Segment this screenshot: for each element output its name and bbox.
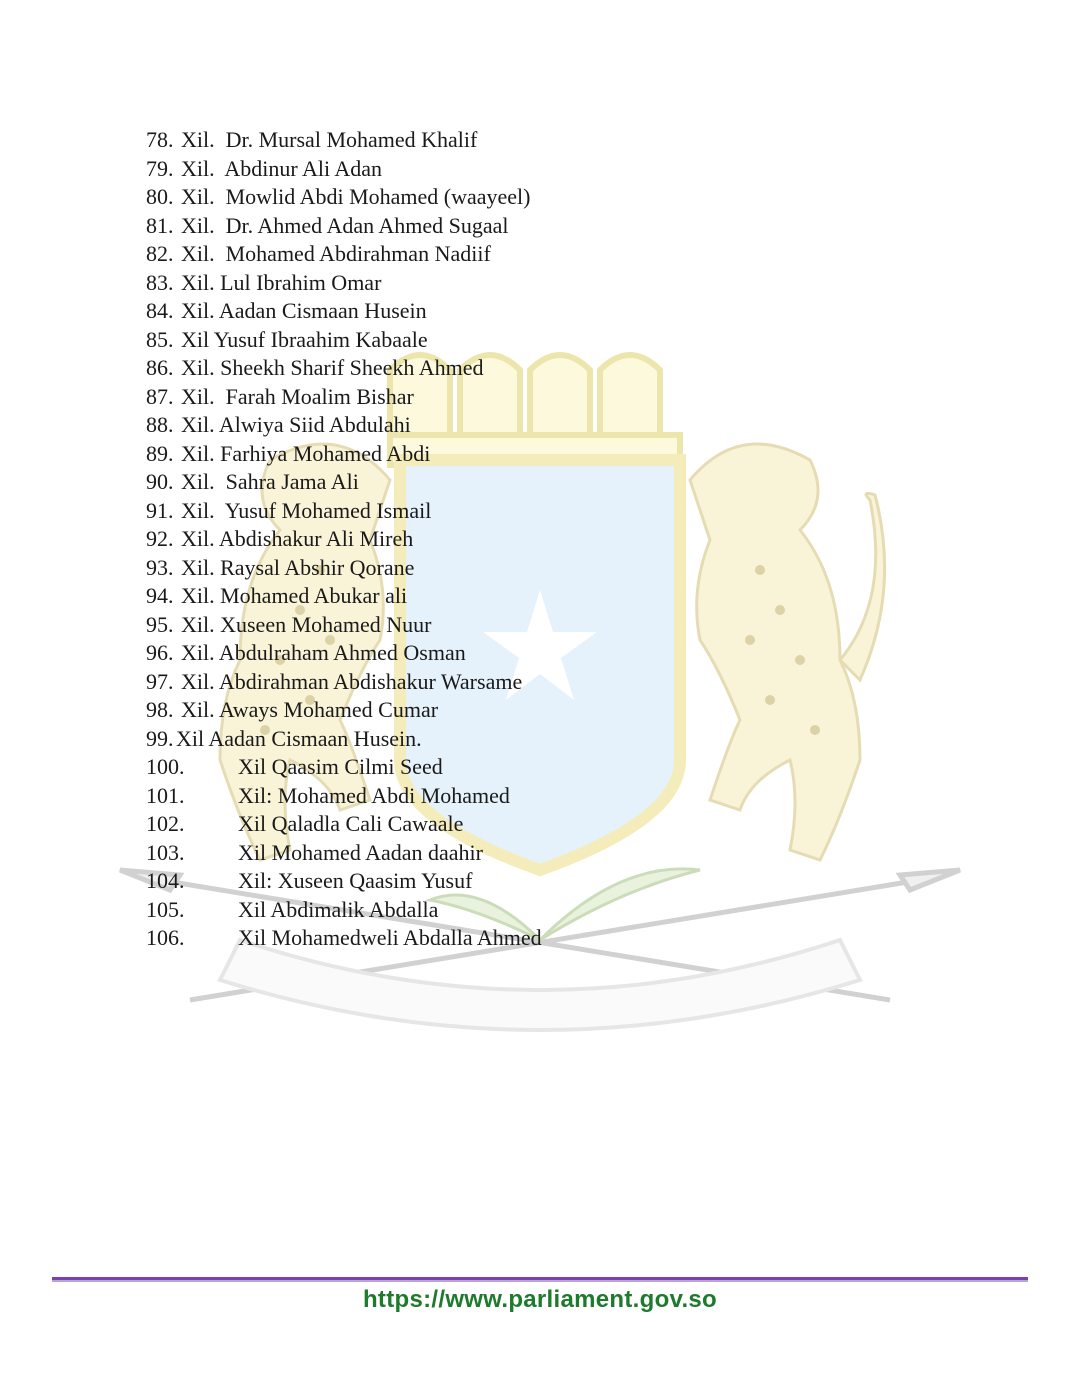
list-item: [146, 867, 542, 896]
list-item: [146, 240, 542, 269]
member-name: Xil. Mohamed Abukar ali: [181, 583, 408, 608]
list-item: [146, 725, 542, 754]
member-name: Xil. Dr. Mursal Mohamed Khalif: [181, 127, 478, 152]
member-name: Xil Mohamedweli Abdalla Ahmed: [238, 925, 542, 950]
list-item: [146, 126, 542, 155]
member-name: Xil Yusuf Ibraahim Kabaale: [181, 326, 428, 352]
list-item: [146, 269, 542, 298]
item-number: 88.: [146, 412, 174, 437]
member-name: Xil: Mohamed Abdi Mohamed: [238, 782, 510, 808]
item-number: 105.: [146, 896, 185, 922]
ribbon: [220, 940, 860, 1030]
member-name: Xil. Farhiya Mohamed Abdi: [181, 440, 431, 466]
list-item: [146, 782, 542, 811]
item-number: 100.: [146, 754, 185, 779]
member-name: Xil. Lul Ibrahim Omar: [181, 269, 382, 295]
member-name: Xil. Dr. Ahmed Adan Ahmed Sugaal: [181, 212, 509, 238]
item-number: 106.: [146, 925, 185, 950]
footer-divider: [52, 1277, 1028, 1282]
list-item: [146, 639, 542, 668]
item-number: 80.: [146, 184, 174, 209]
item-number: 102.: [146, 811, 185, 836]
list-item: [146, 525, 542, 554]
item-number: 97.: [146, 668, 174, 694]
member-name: Xil. Sahra Jama Ali: [181, 469, 359, 494]
item-number: 83.: [146, 269, 174, 295]
member-name: Xil. Farah Moalim Bishar: [181, 383, 414, 409]
item-number: 82.: [146, 241, 174, 266]
member-name: Xil. Abdulraham Ahmed Osman: [181, 640, 466, 665]
list-item: [146, 383, 542, 412]
member-name: Xil. Abdinur Ali Adan: [181, 155, 383, 181]
member-name: Xil. Aadan Cismaan Husein: [181, 298, 427, 323]
member-name: Xil. Alwiya Siid Abdulahi: [181, 412, 411, 437]
item-number: 96.: [146, 640, 174, 665]
list-item: [146, 554, 542, 583]
footer-website-link[interactable]: https://www.parliament.gov.so: [362, 1286, 718, 1313]
item-number: 81.: [146, 212, 174, 238]
list-item: [146, 155, 542, 184]
item-number: 87.: [146, 383, 174, 409]
list-item: [146, 326, 542, 355]
list-item: [146, 354, 542, 383]
item-number: 86.: [146, 355, 174, 380]
item-number: 98.: [146, 697, 174, 722]
item-number: 78.: [146, 127, 174, 152]
member-name: Xil. Xuseen Mohamed Nuur: [181, 611, 432, 637]
list-item: [146, 668, 542, 697]
item-number: 104.: [146, 868, 185, 893]
member-name: Xil. Mowlid Abdi Mohamed (waayeel): [181, 184, 531, 209]
list-item: [146, 896, 542, 925]
item-number: 79.: [146, 155, 174, 181]
leopard-right: [690, 444, 885, 860]
item-number: 94.: [146, 583, 174, 608]
item-number: 89.: [146, 440, 174, 466]
member-name: Xil. Aways Mohamed Cumar: [181, 697, 439, 722]
item-number: 99.: [146, 725, 174, 751]
list-item: [146, 440, 542, 469]
member-name: Xil. Abdishakur Ali Mireh: [181, 526, 414, 551]
member-name: Xil. Yusuf Mohamed Ismail: [181, 497, 432, 523]
member-list: [146, 126, 542, 953]
list-item: [146, 183, 542, 212]
list-item: [146, 468, 542, 497]
list-item: [146, 582, 542, 611]
member-name: Xil: Xuseen Qaasim Yusuf: [238, 868, 473, 893]
list-item: [146, 696, 542, 725]
item-number: 85.: [146, 326, 174, 352]
list-item: [146, 753, 542, 782]
list-item: [146, 212, 542, 241]
member-name: Xil. Raysal Abshir Qorane: [181, 554, 415, 580]
list-item: [146, 411, 542, 440]
list-item: [146, 297, 542, 326]
item-number: 92.: [146, 526, 174, 551]
member-name: Xil. Sheekh Sharif Sheekh Ahmed: [181, 355, 484, 380]
member-name: Xil Aadan Cismaan Husein.: [176, 725, 422, 751]
member-name: Xil Qaladla Cali Cawaale: [238, 811, 464, 836]
item-number: 91.: [146, 497, 174, 523]
list-item: [146, 839, 542, 868]
item-number: 90.: [146, 469, 174, 494]
member-name: Xil. Mohamed Abdirahman Nadiif: [181, 241, 491, 266]
list-item: [146, 497, 542, 526]
list-item: [146, 924, 542, 953]
item-number: 95.: [146, 611, 174, 637]
item-number: 103.: [146, 839, 185, 865]
member-name: Xil Mohamed Aadan daahir: [238, 839, 483, 865]
item-number: 84.: [146, 298, 174, 323]
item-number: 101.: [146, 782, 185, 808]
item-number: 93.: [146, 554, 174, 580]
list-item: [146, 810, 542, 839]
member-name: Xil Abdimalik Abdalla: [238, 896, 439, 922]
member-name: Xil Qaasim Cilmi Seed: [238, 754, 443, 779]
member-name: Xil. Abdirahman Abdishakur Warsame: [181, 668, 523, 694]
list-item: [146, 611, 542, 640]
